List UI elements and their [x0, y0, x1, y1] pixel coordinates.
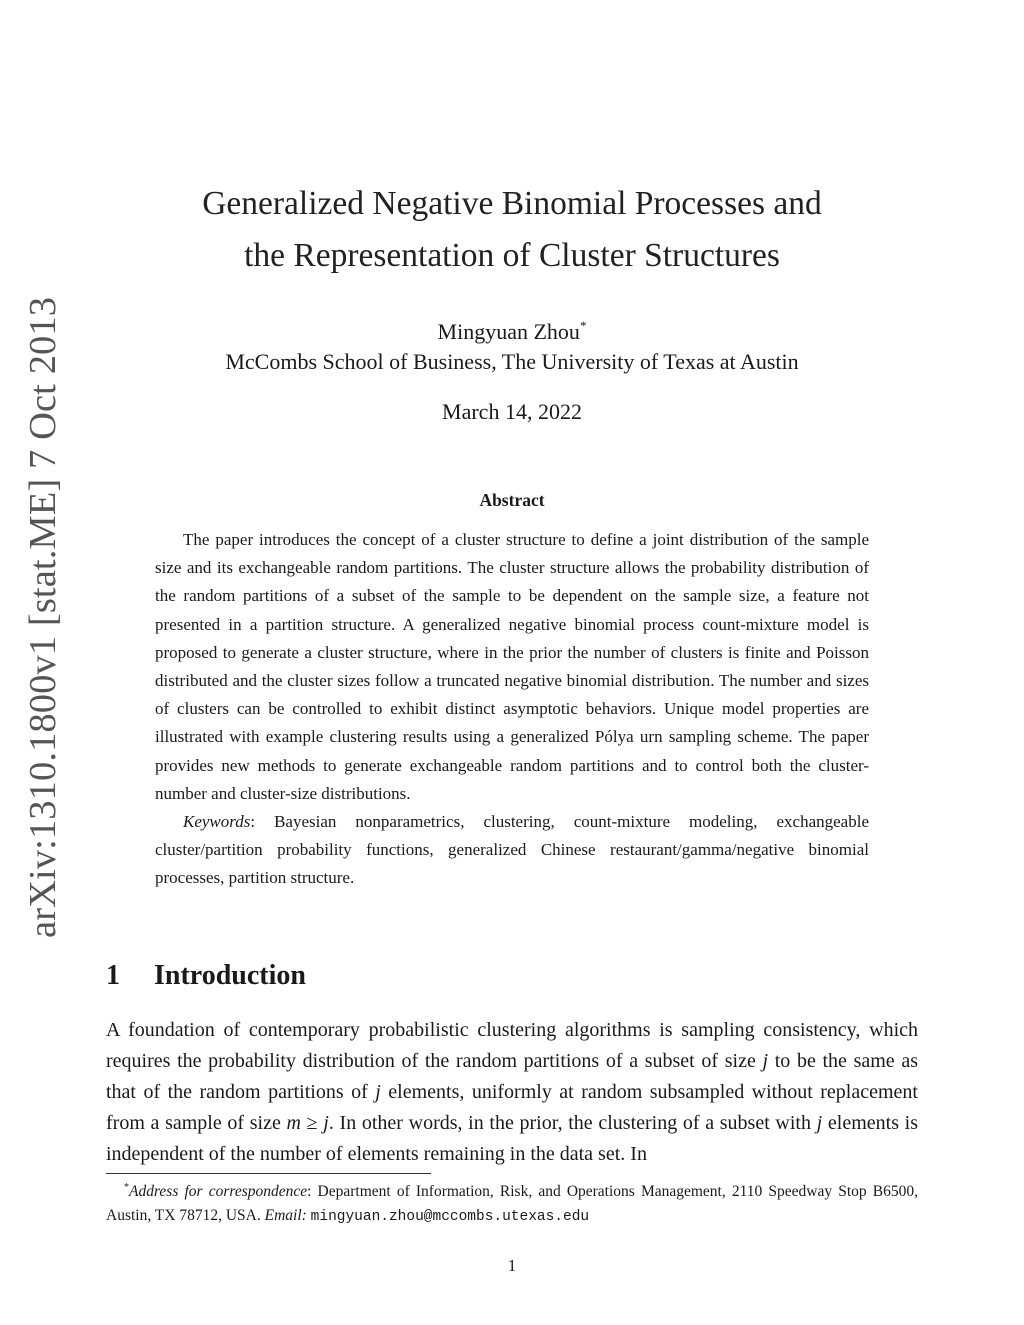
- footnote-divider: [106, 1173, 431, 1174]
- math-variable: j: [375, 1081, 381, 1103]
- abstract-heading: Abstract: [479, 490, 545, 510]
- email-label: Email:: [264, 1207, 307, 1224]
- text-run: A foundation of contemporary probabilistic clustering algorithms is sampling consistency, which requires the probability distribution of the random partitions of a subset of size: [106, 1019, 918, 1072]
- email-address[interactable]: mingyuan.zhou@mccombs.utexas.edu: [310, 1209, 590, 1225]
- text-run: . In other words, in the prior, the clustering of a subset with: [328, 1112, 817, 1134]
- math-operator: ≥: [300, 1112, 324, 1134]
- math-variable: j: [323, 1112, 329, 1134]
- paper-title: [0, 178, 1024, 282]
- introduction-body: [106, 1015, 918, 1170]
- footnote-mark: *: [124, 1182, 129, 1193]
- section-title: Introduction: [154, 960, 306, 991]
- section-heading: [106, 958, 306, 994]
- paper-title-line-2: the Representation of Cluster Structures: [244, 237, 780, 274]
- affiliation: McCombs School of Business, The University of Texas at Austin: [225, 349, 799, 374]
- keywords-paragraph: [155, 808, 869, 893]
- author-footnote-mark: *: [579, 318, 587, 333]
- math-variable: j: [816, 1112, 823, 1134]
- math-variable: j: [762, 1050, 769, 1072]
- arxiv-identifier-stamp: arXiv:1310.1800v1 [stat.ME] 7 Oct 2013: [22, 296, 64, 938]
- page-number: 1: [507, 1256, 517, 1275]
- author-name: Mingyuan Zhou: [437, 319, 580, 344]
- footnote-label: Address for correspondence: [129, 1183, 308, 1200]
- keywords-label: Keywords: [183, 812, 251, 832]
- footnote-paragraph: [106, 1176, 918, 1229]
- abstract: [155, 526, 869, 893]
- abstract-paragraph: The paper introduces the concept of a cluster structure to define a joint distribution of the sample size and its exchangeable random partitions. The cluster structure allows the probability distribution of the random partitions of a subset of the sample to be dependent on the sample size, a feature not presented in a partition structure. A generalized negative binomial process count-mixture model is proposed to generate a cluster structure, where in the prior the number of clusters is finite and Poisson distributed and the cluster sizes follow a truncated negative binomial distribution. The number and sizes of clusters can be controlled to exhibit distinct asymptotic behaviors. Unique model properties are illustrated with example clustering results using a generalized Pólya urn sampling scheme. The paper provides new methods to generate exchangeable random partitions and to control both the cluster-number and cluster-size distributions.: [155, 530, 869, 803]
- keywords-text: : Bayesian nonparametrics, clustering, count-mixture modeling, exchangeable cluster/partition probability functions, generalized Chinese restaurant/gamma/negative binomial processes, partition structure.: [155, 812, 869, 888]
- footnote: [106, 1176, 918, 1229]
- section-number: 1: [106, 960, 120, 991]
- text-run: elements, uniformly at random subsampled without replacement from a sample of size: [106, 1081, 918, 1134]
- footnote-text: : Department of Information, Risk, and Operations Management, 2110 Speedway Stop B6500, Austin, TX 78712, USA.: [106, 1183, 918, 1224]
- text-run: to be the same as that of the random partitions of: [106, 1050, 918, 1103]
- paper-date: March 14, 2022: [442, 399, 582, 424]
- paper-title-line-1: Generalized Negative Binomial Processes and: [202, 185, 822, 222]
- text-run: elements is independent of the number of elements remaining in the data set. In: [106, 1112, 918, 1165]
- author: [0, 312, 1024, 346]
- introduction-paragraph: [106, 1015, 918, 1170]
- math-variable: m: [286, 1112, 301, 1134]
